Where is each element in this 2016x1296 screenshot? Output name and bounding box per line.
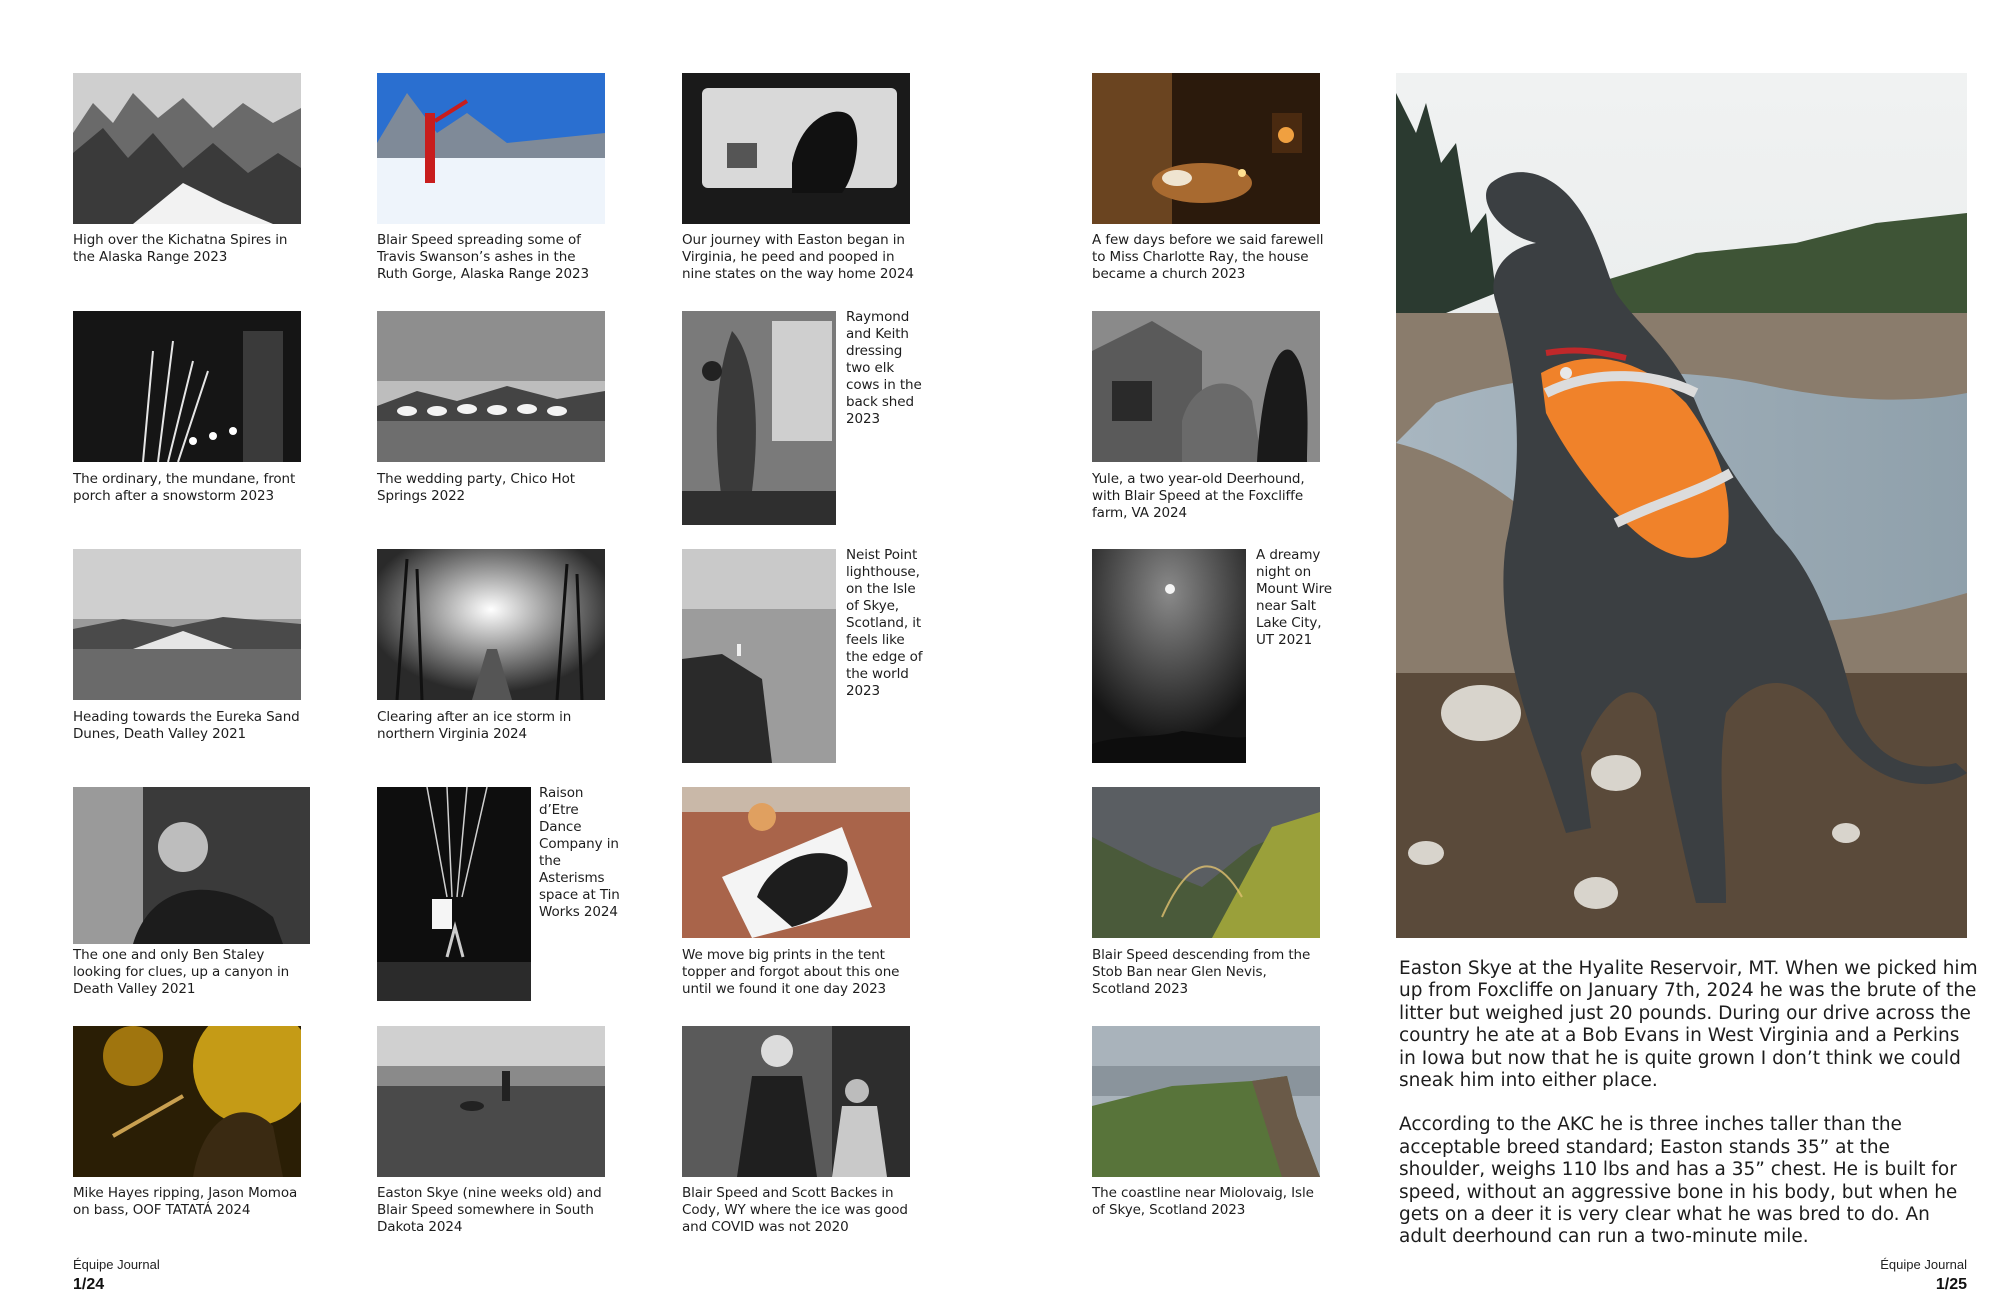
photo-miolovaig bbox=[1092, 1026, 1320, 1177]
caption-easton-truck: Our journey with Easton began in Virginia, he peed and pooped in nine states on the way home 2024 bbox=[682, 232, 914, 282]
photo-cody-ice bbox=[682, 1026, 910, 1177]
photo-easton-hyalite bbox=[1396, 73, 1967, 938]
photo-big-prints bbox=[682, 787, 910, 938]
caption-mount-wire: A dreamy night on Mount Wire near Salt Lake City, UT 2021 bbox=[1256, 547, 1332, 648]
caption-cody-ice: Blair Speed and Scott Backes in Cody, WY where the ice was good and COVID was not 2020 bbox=[682, 1185, 908, 1235]
feature-story bbox=[1399, 958, 1979, 1271]
caption-yule-deerhound: Yule, a two year-old Deerhound, with Blair Speed at the Foxcliffe farm, VA 2024 bbox=[1092, 471, 1305, 521]
caption-eureka-dunes: Heading towards the Eureka Sand Dunes, Death Valley 2021 bbox=[73, 709, 300, 742]
photo-easton-truck bbox=[682, 73, 910, 224]
caption-big-prints: We move big prints in the tent topper and forgot about this one until we found it one day 2023 bbox=[682, 947, 900, 997]
photo-wedding-party bbox=[377, 311, 605, 462]
caption-front-porch: The ordinary, the mundane, front porch after a snowstorm 2023 bbox=[73, 471, 296, 504]
page-number-left: 1/24 bbox=[73, 1276, 105, 1293]
photo-elk-shed bbox=[682, 311, 836, 525]
caption-elk-shed: Raymond and Keith dressing two elk cows in the back shed 2023 bbox=[846, 309, 922, 427]
photo-dance-company bbox=[377, 787, 531, 1001]
photo-kichatna-spires bbox=[73, 73, 301, 224]
caption-stob-ban: Blair Speed descending from the Stob Ban near Glen Nevis, Scotland 2023 bbox=[1092, 947, 1311, 997]
photo-ruth-gorge bbox=[377, 73, 605, 224]
photo-front-porch bbox=[73, 311, 301, 462]
footer-publication-right: Équipe Journal bbox=[1880, 1257, 1967, 1272]
caption-miolovaig: The coastline near Miolovaig, Isle of Skye, Scotland 2023 bbox=[1092, 1185, 1314, 1218]
caption-dance-company: Raison d’Etre Dance Company in the Asterisms space at Tin Works 2024 bbox=[539, 785, 620, 920]
feature-paragraph-2: According to the AKC he is three inches taller than the acceptable breed standard; Easton stands 35” at the shoulder, weighs 110 lbs and has a 35” chest. He is built for speed, without an aggressive bone in his body, but when he gets on a deer it is very clear what he was bred to do. An adult deerhound can run a two-minute mile. bbox=[1399, 1114, 1958, 1248]
caption-kichatna-spires: High over the Kichatna Spires in the Alaska Range 2023 bbox=[73, 232, 288, 265]
caption-ice-storm: Clearing after an ice storm in northern Virginia 2024 bbox=[377, 709, 572, 742]
caption-easton-south-dakota: Easton Skye (nine weeks old) and Blair Speed somewhere in South Dakota 2024 bbox=[377, 1185, 602, 1235]
caption-neist-point: Neist Point lighthouse, on the Isle of Skye, Scotland, it feels like the edge of the world 2023 bbox=[846, 547, 923, 699]
photo-stob-ban bbox=[1092, 787, 1320, 938]
photo-easton-south-dakota bbox=[377, 1026, 605, 1177]
caption-church-house: A few days before we said farewell to Miss Charlotte Ray, the house became a church 2023 bbox=[1092, 232, 1324, 282]
caption-wedding-party: The wedding party, Chico Hot Springs 2022 bbox=[377, 471, 575, 504]
photo-church-house bbox=[1092, 73, 1320, 224]
photo-ice-storm bbox=[377, 549, 605, 700]
feature-paragraph-1: Easton Skye at the Hyalite Reservoir, MT. When we picked him up from Foxcliffe on January 7th, 2024 he was the brute of the litter but weighed just 20 pounds. During our drive across the country he ate at a Bob Evans in West Virginia and a Perkins in Iowa but now that he is quite grown I don’t think we could sneak him into either place. bbox=[1399, 958, 1978, 1092]
footer-publication-left: Équipe Journal bbox=[73, 1257, 160, 1272]
photo-oof-tatata bbox=[73, 1026, 301, 1177]
photo-neist-point bbox=[682, 549, 836, 763]
page-number-right: 1/25 bbox=[1935, 1276, 1967, 1293]
caption-ruth-gorge: Blair Speed spreading some of Travis Swanson’s ashes in the Ruth Gorge, Alaska Range 2023 bbox=[377, 232, 589, 282]
photo-mount-wire bbox=[1092, 549, 1246, 763]
photo-yule-deerhound bbox=[1092, 311, 1320, 462]
photo-ben-staley bbox=[73, 787, 310, 944]
caption-ben-staley: The one and only Ben Staley looking for clues, up a canyon in Death Valley 2021 bbox=[73, 947, 290, 997]
caption-oof-tatata: Mike Hayes ripping, Jason Momoa on bass, OOF TATATÁ 2024 bbox=[73, 1185, 298, 1218]
photo-eureka-dunes bbox=[73, 549, 301, 700]
